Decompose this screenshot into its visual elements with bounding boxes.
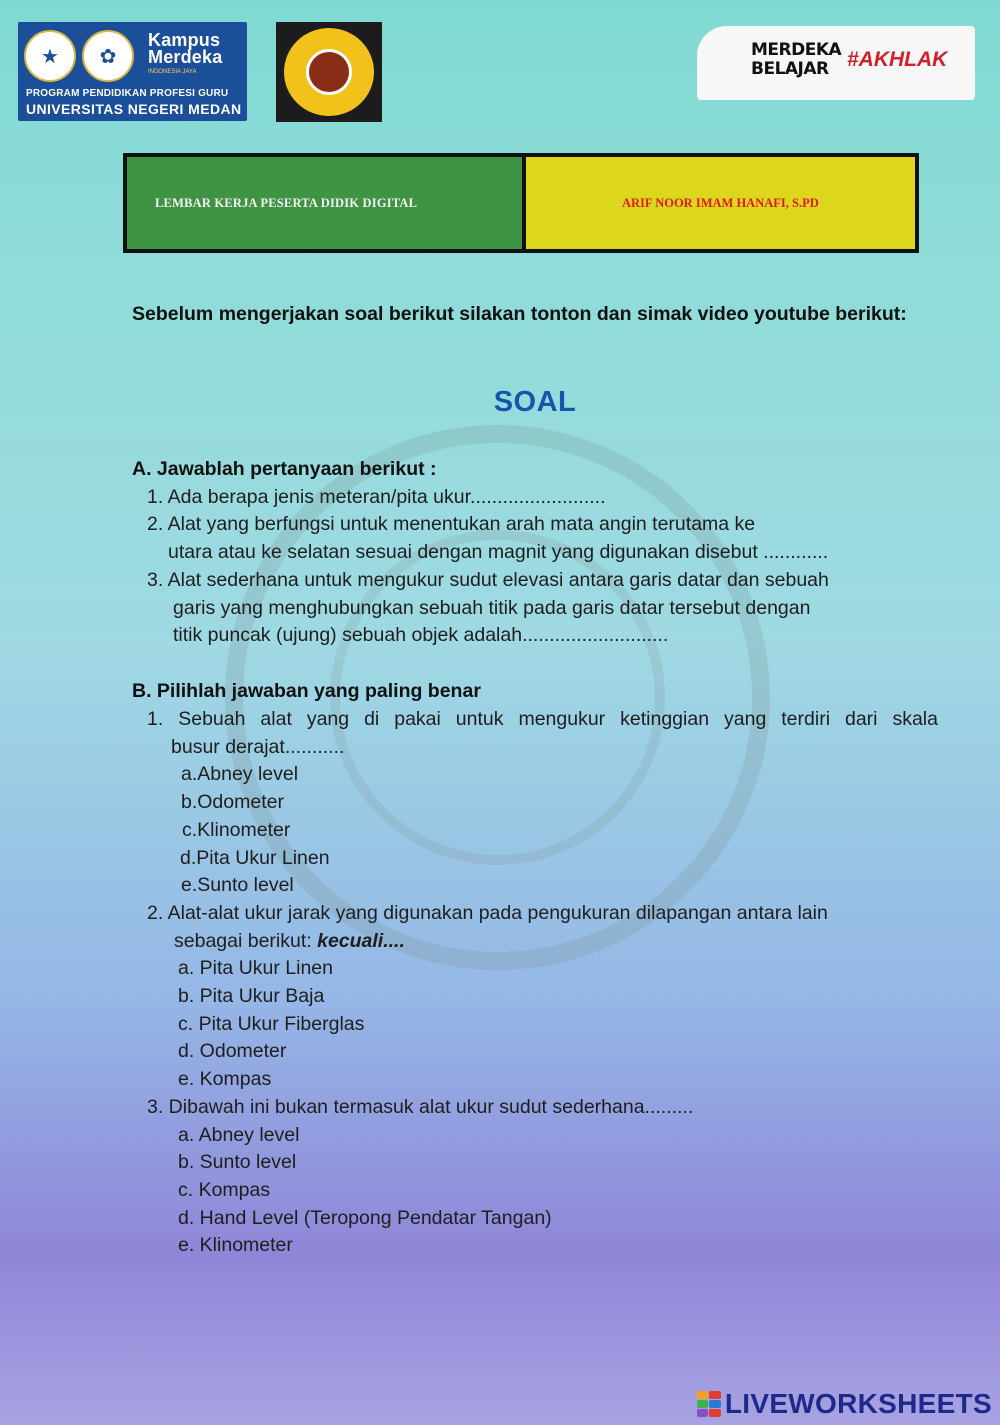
q2-option-e: e. Kompas [178, 1068, 272, 1090]
school-emblem-icon [284, 28, 374, 116]
section-a-question-3-line3: titik puncak (ujung) sebuah objek adalah........................... [173, 624, 669, 646]
kampus-merdeka-sub: INDONESIA JAYA [148, 69, 197, 75]
author-name: ARIF NOOR IMAM HANAFI, S.PD [621, 195, 819, 210]
section-b-question-3: 3. Dibawah ini bukan termasuk alat ukur sudut sederhana......... [147, 1096, 694, 1118]
q2-option-a: a. Pita Ukur Linen [178, 957, 334, 979]
q1-option-c: c.Klinometer [182, 819, 291, 841]
school-logo [276, 22, 382, 122]
section-b-question-1-line1: 1. Sebuah alat yang di pakai untuk mengukur ketinggian yang terdiri dari skala [147, 708, 938, 730]
q2-option-d: d. Odometer [178, 1040, 287, 1062]
section-a-question-2-line1: 2. Alat yang berfungsi untuk menentukan arah mata angin terutama ke [147, 513, 756, 535]
q3-option-c: c. Kompas [178, 1179, 271, 1201]
kampus-merdeka-label: Kampus Merdeka [148, 30, 223, 67]
q3-option-e: e. Klinometer [178, 1234, 293, 1256]
section-a-question-3-line1: 3. Alat sederhana untuk mengukur sudut elevasi antara garis datar dan sebuah [147, 569, 829, 591]
ppg-label: PROGRAM PENDIDIKAN PROFESI GURU [26, 88, 229, 99]
worksheet-title: LEMBAR KERJA PESERTA DIDIK DIGITAL [155, 195, 418, 210]
section-b-question-2-line1: 2. Alat-alat ukur jarak yang digunakan pada pengukuran dilapangan antara lain [147, 902, 828, 924]
tut-wuri-logo-icon: ★ [24, 30, 76, 82]
intro-instruction: Sebelum mengerjakan soal berikut silakan tonton dan simak video youtube berikut: [132, 303, 907, 325]
merdeka-belajar-label: MERDEKA BELAJAR [751, 40, 842, 79]
university-label: UNIVERSITAS NEGERI MEDAN [26, 101, 242, 117]
akhlak-label: #AKHLAK [847, 48, 948, 71]
section-a-heading: A. Jawablah pertanyaan berikut : [132, 458, 437, 480]
section-a-question-3-line2: garis yang menghubungkan sebuah titik pada garis datar tersebut dengan [173, 597, 811, 619]
section-a-question-1: 1. Ada berapa jenis meteran/pita ukur......................... [147, 486, 606, 508]
title-table [123, 153, 919, 253]
unimed-ppg-banner [18, 22, 247, 121]
unimed-logo-icon: ✿ [82, 30, 134, 82]
q1-option-e: e.Sunto level [181, 874, 294, 896]
q2-option-c: c. Pita Ukur Fiberglas [178, 1013, 365, 1035]
q2-option-b: b. Pita Ukur Baja [178, 985, 325, 1007]
q3-option-a: a. Abney level [178, 1124, 300, 1146]
liveworksheets-logo[interactable] [697, 1388, 992, 1420]
section-b-question-2-emphasis: kecuali.... [317, 930, 405, 952]
q1-option-a: a.Abney level [181, 763, 299, 785]
soal-title: SOAL [493, 386, 577, 418]
q3-option-d: d. Hand Level (Teropong Pendatar Tangan) [178, 1207, 552, 1229]
section-b-question-2-line2: sebagai berikut: [174, 930, 312, 952]
q3-option-b: b. Sunto level [178, 1151, 297, 1173]
section-a-question-2-line2: utara atau ke selatan sesuai dengan magnit yang digunakan disebut ............ [168, 541, 829, 563]
q1-option-b: b.Odometer [181, 791, 284, 813]
liveworksheets-label: LIVEWORKSHEETS [724, 1388, 992, 1419]
liveworksheets-icon [697, 1391, 721, 1417]
worksheet-title-cell [127, 157, 526, 249]
q1-option-d: d.Pita Ukur Linen [180, 847, 330, 869]
section-b-question-2-line2-wrap [174, 928, 405, 956]
author-cell [526, 157, 915, 249]
section-b-heading: B. Pilihlah jawaban yang paling benar [132, 680, 481, 702]
section-b-question-1-line2: busur derajat........... [171, 736, 345, 758]
merdeka-belajar-card [697, 26, 975, 100]
